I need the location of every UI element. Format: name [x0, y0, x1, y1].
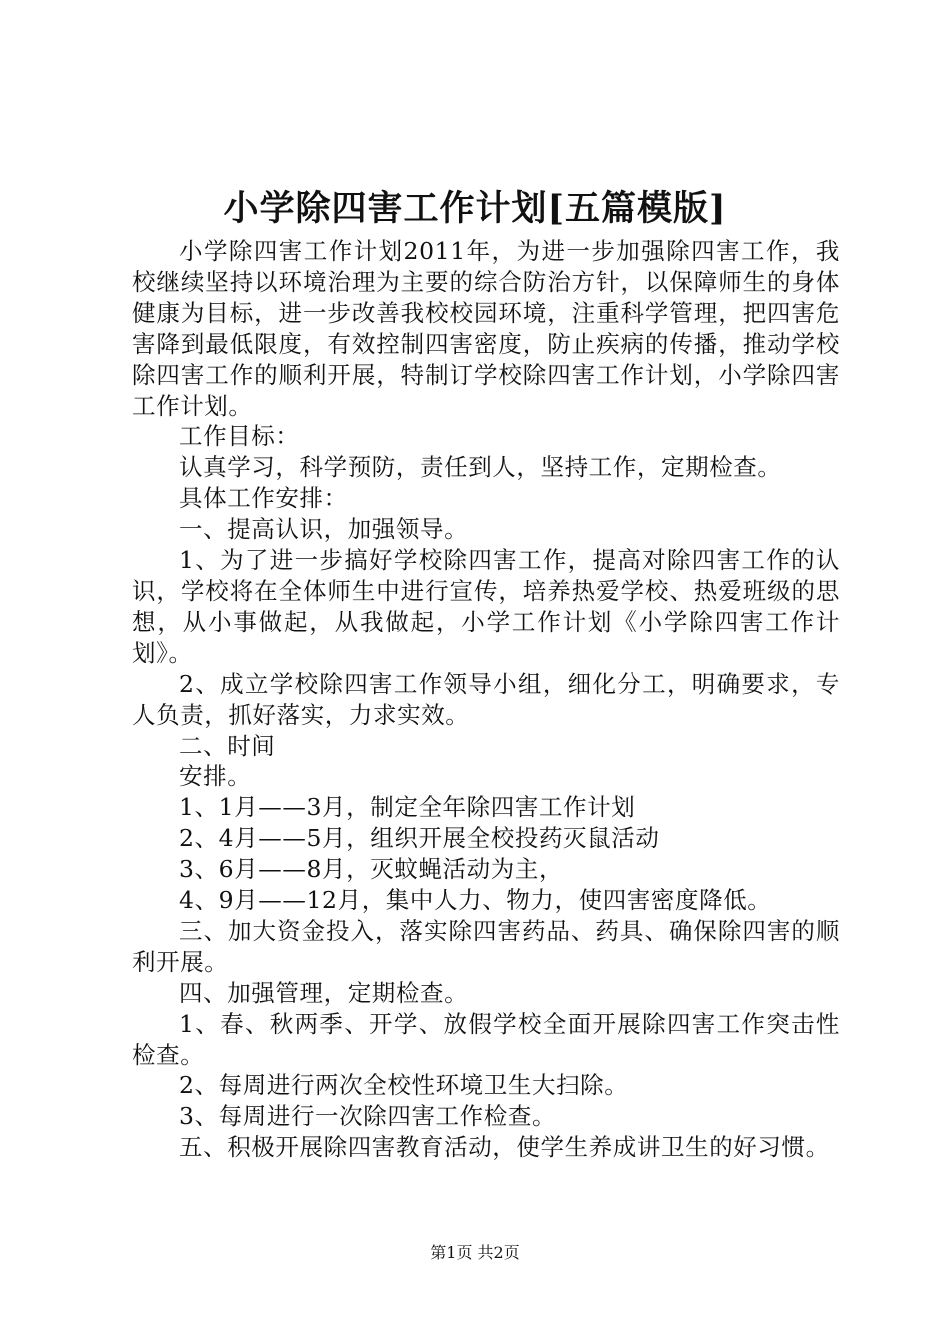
paragraph: 认真学习，科学预防，责任到人，坚持工作，定期检查。 [179, 453, 782, 482]
paragraph: 具体工作安排： [179, 484, 348, 513]
paragraph: 安排。 [179, 762, 252, 791]
document-body [132, 236, 840, 1163]
paragraph: 2、每周进行两次全校性环境卫生大扫除。 [179, 1071, 629, 1100]
paragraph: 3、6月——8月，灭蚊蝇活动为主， [179, 855, 564, 884]
paragraph: 三、加大资金投入，落实除四害药品、药具、确保除四害的顺利开展。 [132, 916, 840, 976]
paragraph: 3、每周进行一次除四害工作检查。 [179, 1102, 557, 1131]
paragraph: 1、为了进一步搞好学校除四害工作，提高对除四害工作的认识，学校将在全体师生中进行宣传，培养热爱学校、热爱班级的思想，从小事做起，从我做起，小学工作计划《小学除四害工作计划》。 [132, 546, 840, 667]
paragraph: 二、时间 [179, 731, 276, 760]
paragraph: 四、加强管理，定期检查。 [179, 978, 469, 1007]
paragraph: 2、成立学校除四害工作领导小组，细化分工，明确要求，专人负责，抓好落实，力求实效。 [132, 669, 840, 729]
paragraph: 2、4月——5月，组织开展全校投药灭鼠活动 [179, 824, 660, 853]
document-title: 小学除四害工作计划[五篇模版] [223, 188, 727, 229]
paragraph: 工作目标： [179, 422, 300, 451]
page-number-footer: 第1页 共2页 [430, 1243, 520, 1262]
paragraph: 一、提高认识，加强领导。 [179, 515, 469, 544]
paragraph: 五、积极开展除四害教育活动，使学生养成讲卫生的好习惯。 [179, 1133, 830, 1162]
paragraph: 1、春、秋两季、开学、放假学校全面开展除四害工作突击性检查。 [132, 1009, 840, 1069]
paragraph: 1、1月——3月，制定全年除四害工作计划 [179, 793, 636, 822]
paragraph: 小学除四害工作计划2011年，为进一步加强除四害工作，我校继续坚持以环境治理为主要的综合防治方针，以保障师生的身体健康为目标，进一步改善我校校园环境，注重科学管理，把四害危害降到最低限度，有效控制四害密度，防止疾病的传播，推动学校除四害工作的顺利开展，特制订学校除四害工作计划，小学除四害工作计划。 [132, 237, 840, 420]
paragraph: 4、9月——12月，集中人力、物力，使四害密度降低。 [179, 886, 772, 915]
